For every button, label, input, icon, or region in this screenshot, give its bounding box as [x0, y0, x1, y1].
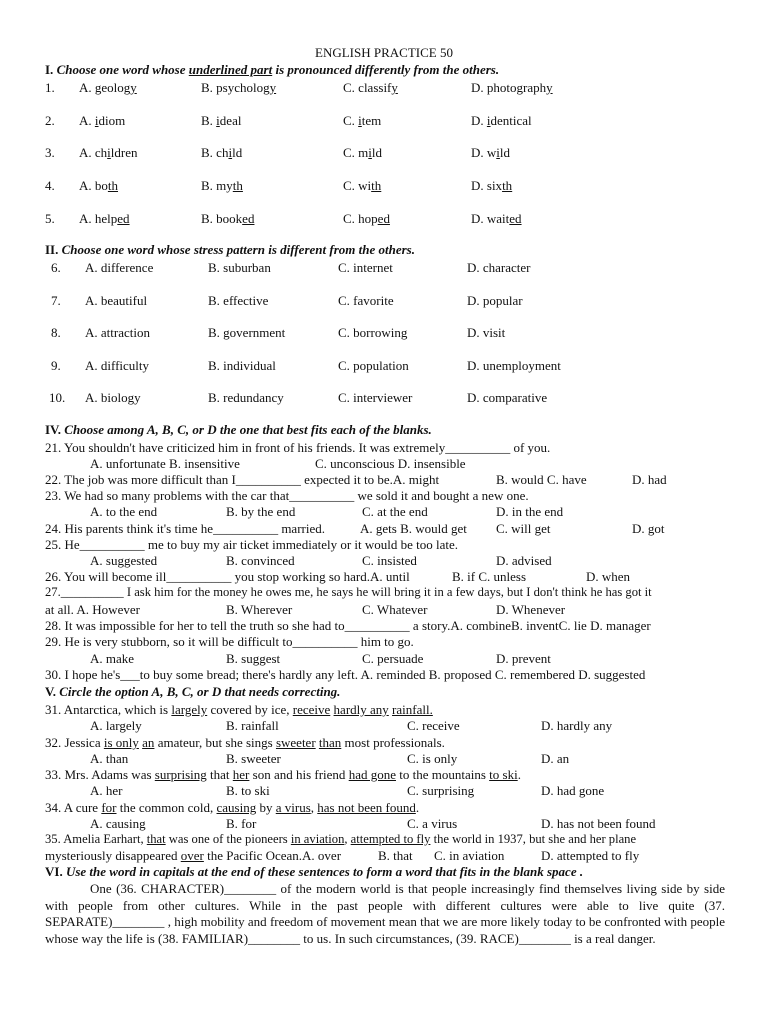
option: A. largely	[90, 718, 142, 733]
option: D. an	[541, 751, 570, 766]
option: C. Whatever	[362, 602, 428, 617]
option: B. for	[226, 816, 257, 831]
option: A. her	[90, 783, 123, 798]
question-28: 28. It was impossible for her to tell the truth so she had to__________ a story.A. combineB. inventC. lie D. manager	[45, 618, 651, 633]
option: B. would C. have	[496, 472, 587, 487]
option: B. myth	[201, 178, 243, 193]
option: B. to ski	[226, 783, 270, 798]
question-31: 31. Antarctica, which is largely covered by ice, receive hardly any rainfall.	[45, 702, 433, 717]
question-27: 27.__________ I ask him for the money he owes me, he says he will bring it in a few days, but I don't think he has got it	[45, 585, 652, 599]
option: B. rainfall	[226, 718, 279, 733]
item-number: 4.	[45, 178, 55, 193]
section-5-heading: V. Circle the option A, B, C, or D that needs correcting.	[45, 684, 341, 699]
option: D. character	[467, 260, 531, 275]
question-30: 30. I hope he's___to buy some bread; there's hardly any left. A. reminded B. proposed C. remembered D. suggested	[45, 667, 646, 682]
option: D. visit	[467, 325, 506, 340]
option: B. Wherever	[226, 602, 293, 617]
option: D. wild	[471, 145, 511, 160]
option: C. population	[338, 358, 409, 373]
option: A. to the end	[90, 504, 158, 519]
question-25: 25. He__________ me to buy my air ticket immediately or it would be too late.	[45, 537, 459, 552]
option: C. in aviation	[434, 848, 505, 863]
option: A. children	[79, 145, 138, 160]
section-2-instruction: Choose one word whose stress pattern is different from the others.	[61, 242, 415, 257]
section-2-heading: II. Choose one word whose stress pattern is different from the others.	[45, 242, 415, 257]
option: C. insisted	[362, 553, 417, 568]
option: D. advised	[496, 553, 552, 568]
question-32: 32. Jessica is only an amateur, but she sings sweeter than most professionals.	[45, 735, 445, 750]
option: C. hoped	[343, 211, 390, 226]
option: B. effective	[208, 293, 269, 308]
section-5-instruction: Circle the option A, B, C, or D that needs correcting.	[59, 684, 341, 699]
option: at all. A. However	[45, 602, 140, 617]
option: A. unfortunate B. insensitive	[90, 456, 240, 471]
option: D. identical	[471, 113, 532, 128]
option: C. favorite	[338, 293, 394, 308]
option: A. gets B. would get	[360, 521, 467, 536]
option: A. difference	[85, 260, 154, 275]
item-number: 3.	[45, 145, 55, 160]
option: C. a virus	[407, 816, 458, 831]
question-24: 24. His parents think it's time he__________ married.	[45, 521, 325, 536]
option: C. at the end	[362, 504, 428, 519]
option: A. make	[90, 651, 135, 666]
question-35-line-2: mysteriously disappeared over the Pacific Ocean.A. over	[45, 848, 342, 863]
item-number: 5.	[45, 211, 55, 226]
option: C. persuade	[362, 651, 424, 666]
option: B. sweeter	[226, 751, 281, 766]
option: B. government	[208, 325, 286, 340]
option: B. convinced	[226, 553, 295, 568]
option: C. surprising	[407, 783, 475, 798]
option: D. in the end	[496, 504, 564, 519]
option: A. suggested	[90, 553, 158, 568]
cloze-paragraph: One (36. CHARACTER)________ of the modern world is that people increasingly find themselves living side by side with people from other cultures. While in the past people with different cultures were able to live quite (37. SEPARATE)________ , high mobility and freedom of movement mean that we are more likely today to be confronted with people whose way the life is (38. FAMILIAR)________ to us. In such circumstances, (39. RACE)________ is a real danger.	[45, 881, 725, 946]
option: C. unconscious D. insensible	[315, 456, 466, 471]
option: B. that	[378, 848, 413, 863]
section-6-instruction: Use the word in capitals at the end of these sentences to form a word that fits in the blank space .	[65, 864, 584, 879]
question-23: 23. We had so many problems with the car that__________ we sold it and bought a new one.	[45, 488, 529, 503]
option: B. child	[201, 145, 243, 160]
option: C. with	[343, 178, 382, 193]
section-4-instruction: Choose among A, B, C, or D the one that best fits each of the blanks.	[64, 422, 432, 437]
option: C. item	[343, 113, 382, 128]
item-number: 9.	[51, 358, 61, 373]
option: C. will get	[496, 521, 551, 536]
item-number: 6.	[51, 260, 61, 275]
option: D. popular	[467, 293, 523, 308]
option: C. mild	[343, 145, 383, 160]
option: D. photography	[471, 80, 553, 95]
item-number: 10.	[49, 390, 66, 405]
option: D. comparative	[467, 390, 548, 405]
item-number: 8.	[51, 325, 61, 340]
option: C. borrowing	[338, 325, 408, 340]
option: A. geology	[79, 80, 137, 95]
option: D. unemployment	[467, 358, 561, 373]
section-1-heading: I. Choose one word whose underlined part is pronounced differently from the others.	[45, 62, 500, 77]
option: D. waited	[471, 211, 522, 226]
option: B. if C. unless	[452, 569, 527, 584]
item-number: 7.	[51, 293, 61, 308]
option: B. suburban	[208, 260, 271, 275]
option: D. has not been found	[541, 816, 656, 831]
option: B. booked	[201, 211, 255, 226]
option: C. receive	[407, 718, 460, 733]
question-26: 26. You will become ill__________ you stop working so hard.A. until	[45, 569, 410, 584]
option: C. interviewer	[338, 390, 413, 405]
option: C. classify	[343, 80, 398, 95]
option: A. beautiful	[85, 293, 148, 308]
section-6-heading: VI. Use the word in capitals at the end of these sentences to form a word that fits in the blank space .	[45, 864, 584, 879]
option: A. helped	[79, 211, 130, 226]
option: D. prevent	[496, 651, 551, 666]
option: D. when	[586, 569, 631, 584]
option: D. Whenever	[496, 602, 566, 617]
option: A. causing	[90, 816, 146, 831]
option: B. by the end	[226, 504, 296, 519]
option: A. difficulty	[85, 358, 150, 373]
option: D. attempted to fly	[541, 848, 640, 863]
option: A. both	[79, 178, 119, 193]
question-33: 33. Mrs. Adams was surprising that her son and his friend had gone to the mountains to ski.	[45, 767, 521, 782]
option: D. had	[632, 472, 667, 487]
option: B. individual	[208, 358, 276, 373]
section-4-heading: IV. Choose among A, B, C, or D the one that best fits each of the blanks.	[45, 422, 432, 437]
option: D. got	[632, 521, 665, 536]
question-35: 35. Amelia Earhart, that was one of the pioneers in aviation, attempted to fly the world in 1937, but she and her plane	[45, 832, 637, 846]
question-22: 22. The job was more difficult than I__________ expected it to be.A. might	[45, 472, 440, 487]
option: D. sixth	[471, 178, 513, 193]
section-1-instruction: Choose one word whose underlined part is pronounced differently from the others.	[56, 62, 500, 77]
option: A. attraction	[85, 325, 150, 340]
item-number: 2.	[45, 113, 55, 128]
option: B. psychology	[201, 80, 277, 95]
option: C. is only	[407, 751, 458, 766]
question-21: 21. You shouldn't have criticized him in front of his friends. It was extremely__________ of you.	[45, 440, 551, 455]
option: D. had gone	[541, 783, 605, 798]
question-29: 29. He is very stubborn, so it will be difficult to__________ him to go.	[45, 634, 414, 649]
item-number: 1.	[45, 80, 55, 95]
option: B. redundancy	[208, 390, 284, 405]
page-title: ENGLISH PRACTICE 50	[315, 45, 453, 60]
option: C. internet	[338, 260, 393, 275]
option: B. suggest	[226, 651, 281, 666]
option: D. hardly any	[541, 718, 613, 733]
option: A. than	[90, 751, 129, 766]
option: B. ideal	[201, 113, 242, 128]
question-34: 34. A cure for the common cold, causing by a virus, has not been found.	[45, 800, 420, 815]
option: A. idiom	[79, 113, 126, 128]
option: A. biology	[85, 390, 141, 405]
